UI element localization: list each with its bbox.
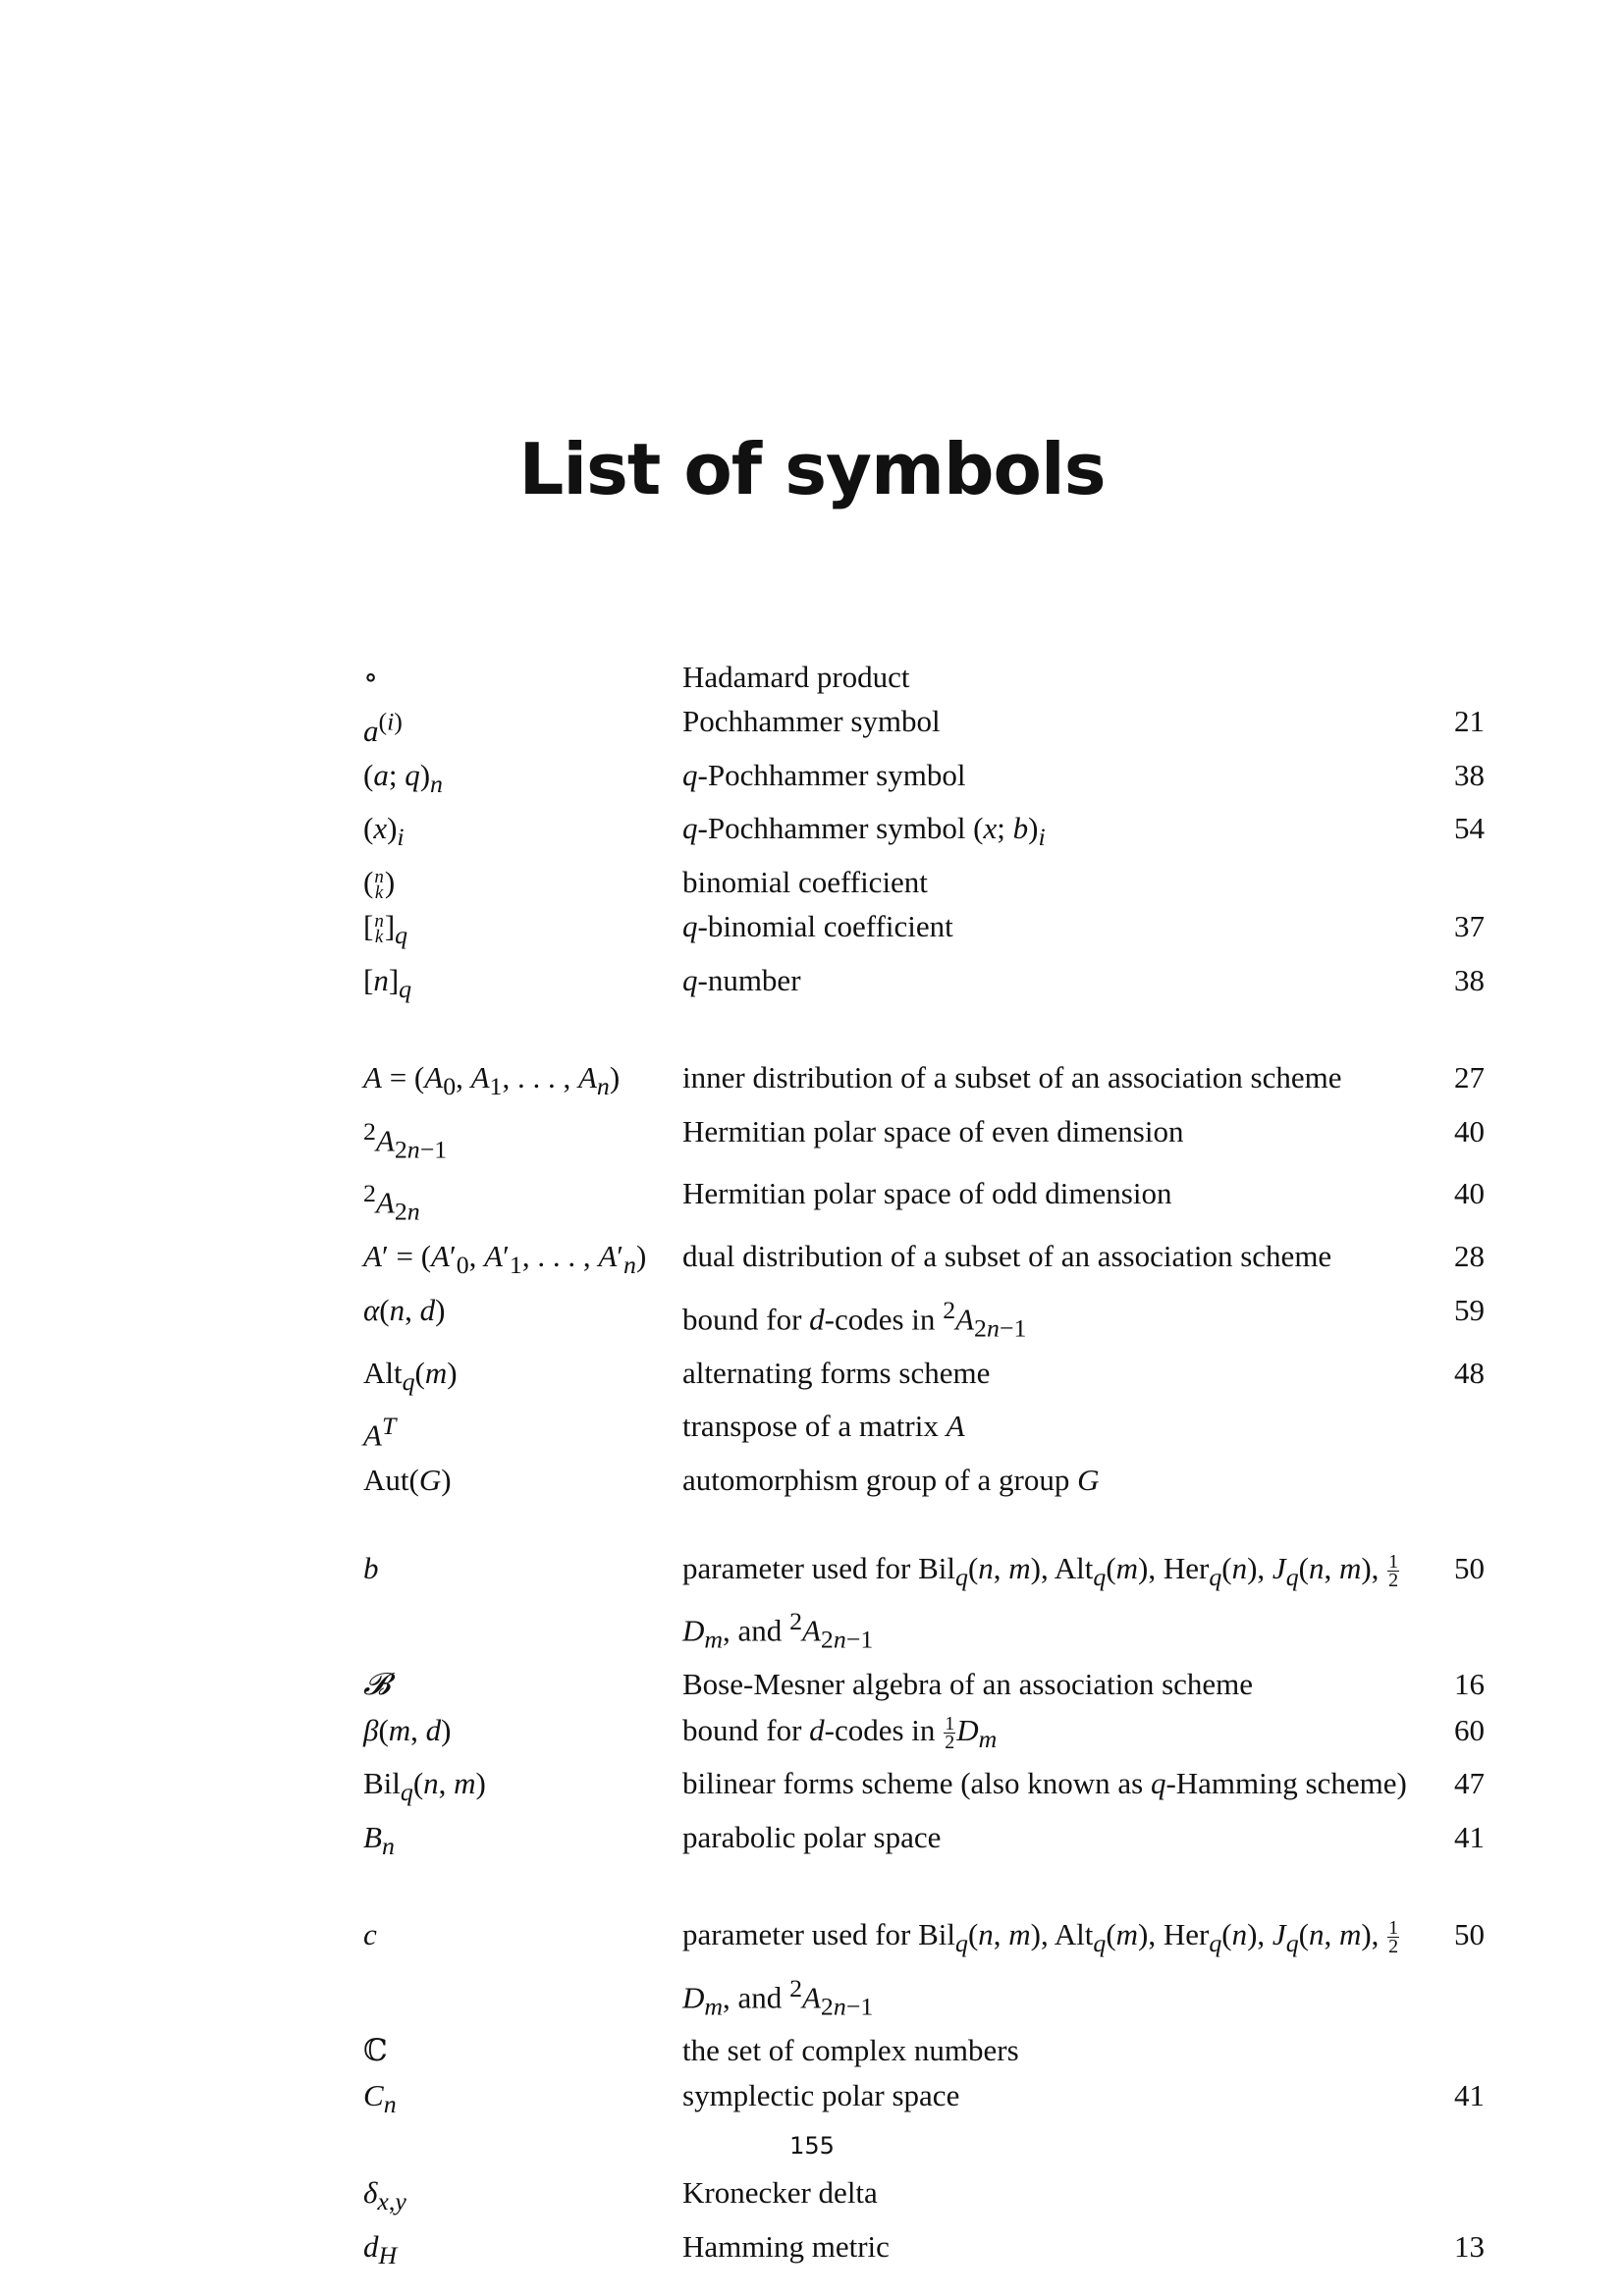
page-title: List of symbols xyxy=(518,428,1106,510)
symbol-row xyxy=(363,753,1485,806)
symbol-group xyxy=(363,1546,1485,1868)
symbol-row xyxy=(363,1109,1485,1172)
symbol-cell: (a; $q)_n$ xyxy=(363,757,443,799)
symbol-row xyxy=(363,1546,1485,1662)
symbol-cell: α(n, d) xyxy=(363,1292,446,1327)
description-cell: the set of complex numbers xyxy=(682,2033,1019,2068)
description-cell: parameter used for Bil$_q$(n, m), Alt$_q$(m), Her$_q$(n), $J_q(n$, m), $\frac{1}{2}$ $D_m$, and $^2A_{2n-1}$ xyxy=(682,1550,1399,1654)
symbol-cell: ℂ xyxy=(363,2033,388,2068)
description-cell: parabolic polar space xyxy=(682,1819,942,1854)
symbol-cell: c xyxy=(363,1917,377,1952)
page-ref: 60 xyxy=(1454,1712,1485,1747)
description-cell: symplectic polar space xyxy=(682,2077,960,2112)
symbol-row xyxy=(363,1912,1485,2028)
symbol-list xyxy=(363,655,1485,2277)
symbol-group xyxy=(363,1055,1485,1502)
description-cell: parameter used for Bil$_q$(n, m), Alt$_q$(m), Her$_q$(n), $J_q(n$, m), $\frac{1}{2}$ $D_m$, and $^2A_{2n-1}$ xyxy=(682,1917,1399,2021)
symbol-cell: Aut(G) xyxy=(363,1462,452,1497)
symbol-row xyxy=(363,904,1485,957)
symbol-cell: $a^{(i)}$ xyxy=(363,707,403,748)
page-ref: 54 xyxy=(1454,811,1485,846)
symbol-row xyxy=(363,1404,1485,1458)
symbol-group xyxy=(363,2170,1485,2277)
description-cell: bound for d-codes in $\frac{1}{2}$ $D_m$ xyxy=(682,1712,998,1753)
page-ref: 48 xyxy=(1454,1355,1485,1390)
symbol-cell: $C_n$ xyxy=(363,2077,397,2118)
symbol-row xyxy=(363,2170,1485,2223)
symbol-cell: $A^T$ xyxy=(363,1412,397,1453)
symbol-cell: $d_H$ xyxy=(363,2228,398,2269)
page-ref: 50 xyxy=(1454,1917,1485,1952)
symbol-cell: Bil$_q$(n, m) xyxy=(363,1766,486,1807)
symbol-cell: $A' = (A'_0$, $A'_1$, . . . , $A'_n$) xyxy=(363,1239,647,1280)
description-cell: Hamming metric xyxy=(682,2228,890,2264)
symbol-row xyxy=(363,1761,1485,1814)
description-cell: Pochhammer symbol xyxy=(682,704,941,739)
description-cell: Hadamard product xyxy=(682,660,910,694)
symbol-row xyxy=(363,2028,1485,2072)
description-cell: bilinear forms scheme (also known as q-Hamming scheme) xyxy=(682,1766,1407,1801)
page-ref: 21 xyxy=(1454,704,1485,739)
page-ref: 38 xyxy=(1454,962,1485,997)
description-cell: q-Pochhammer symbol (x; $b)_i$ xyxy=(682,811,1046,852)
symbol-cell: Alt$_q$(m) xyxy=(363,1355,458,1396)
symbol-row xyxy=(363,1171,1485,1234)
description-cell: Bose-Mesner algebra of an association scheme xyxy=(682,1667,1254,1702)
symbol-row xyxy=(363,806,1485,859)
symbol-row xyxy=(363,1662,1485,1707)
symbol-cell: ∘ xyxy=(363,660,379,694)
page-ref: 38 xyxy=(1454,757,1485,792)
symbol-row xyxy=(363,1288,1485,1351)
description-cell: dual distribution of a subset of an association scheme xyxy=(682,1239,1332,1274)
symbol-cell: b xyxy=(363,1550,379,1585)
page-ref: 37 xyxy=(1454,909,1485,944)
symbol-cell: $\delta_{x,y}$ xyxy=(363,2175,406,2216)
symbol-cell: 𝓑 xyxy=(363,1667,391,1703)
page-ref: 41 xyxy=(1454,2077,1485,2112)
symbol-cell: $^2A_{2n-1}$ xyxy=(363,1116,448,1164)
symbol-cell: $[n]_q$ xyxy=(363,962,412,1003)
description-cell: bound for d-codes in $^2A_{2n-1}$ xyxy=(682,1295,1027,1343)
symbol-row xyxy=(363,958,1485,1011)
description-cell: binomial coefficient xyxy=(682,864,928,899)
symbol-cell: $(x)_i$ xyxy=(363,811,405,852)
description-cell: inner distribution of a subset of an association scheme xyxy=(682,1060,1342,1095)
description-cell: q-Pochhammer symbol xyxy=(682,757,966,792)
symbol-row xyxy=(363,655,1485,699)
page-ref: 50 xyxy=(1454,1550,1485,1585)
page-ref: 28 xyxy=(1454,1239,1485,1274)
description-cell: automorphism group of a group G xyxy=(682,1462,1100,1497)
description-cell: Kronecker delta xyxy=(682,2175,878,2211)
page-ref: 40 xyxy=(1454,1113,1485,1148)
page-ref: 16 xyxy=(1454,1667,1485,1702)
symbol-row xyxy=(363,1234,1485,1287)
page-ref: 41 xyxy=(1454,1819,1485,1854)
page-ref: 40 xyxy=(1454,1176,1485,1211)
symbol-row xyxy=(363,1708,1485,1761)
symbol-cell: $B_n$ xyxy=(363,1819,395,1860)
symbol-row xyxy=(363,1458,1485,1502)
page-ref: 47 xyxy=(1454,1766,1485,1801)
symbol-cell: $^2A_{2n}$ xyxy=(363,1179,420,1226)
symbol-cell: ( n k ) xyxy=(363,864,396,903)
page-ref: 27 xyxy=(1454,1060,1485,1095)
symbol-group xyxy=(363,655,1485,1011)
symbol-row xyxy=(363,2073,1485,2126)
page-ref: 13 xyxy=(1454,2228,1485,2264)
symbol-cell: [ n k ]$_q$ xyxy=(363,909,408,950)
description-cell: q-binomial coefficient xyxy=(682,909,953,944)
description-cell: transpose of a matrix A xyxy=(682,1409,965,1444)
description-cell: alternating forms scheme xyxy=(682,1355,991,1390)
symbol-cell: β(m, d) xyxy=(363,1712,452,1747)
description-cell: Hermitian polar space of odd dimension xyxy=(682,1176,1172,1211)
page-ref: 59 xyxy=(1454,1292,1485,1327)
symbol-row xyxy=(363,699,1485,753)
symbol-row xyxy=(363,1055,1485,1108)
page-number: 155 xyxy=(789,2132,835,2160)
description-cell: q-number xyxy=(682,962,801,997)
symbol-row xyxy=(363,1351,1485,1404)
symbol-row xyxy=(363,860,1485,904)
description-cell: Hermitian polar space of even dimension xyxy=(682,1113,1184,1148)
symbol-row xyxy=(363,2224,1485,2277)
symbol-group xyxy=(363,1912,1485,2126)
symbol-cell: $A = (A_0$, $A_1$, . . . , $A_n$) xyxy=(363,1060,621,1101)
symbol-row xyxy=(363,1815,1485,1868)
